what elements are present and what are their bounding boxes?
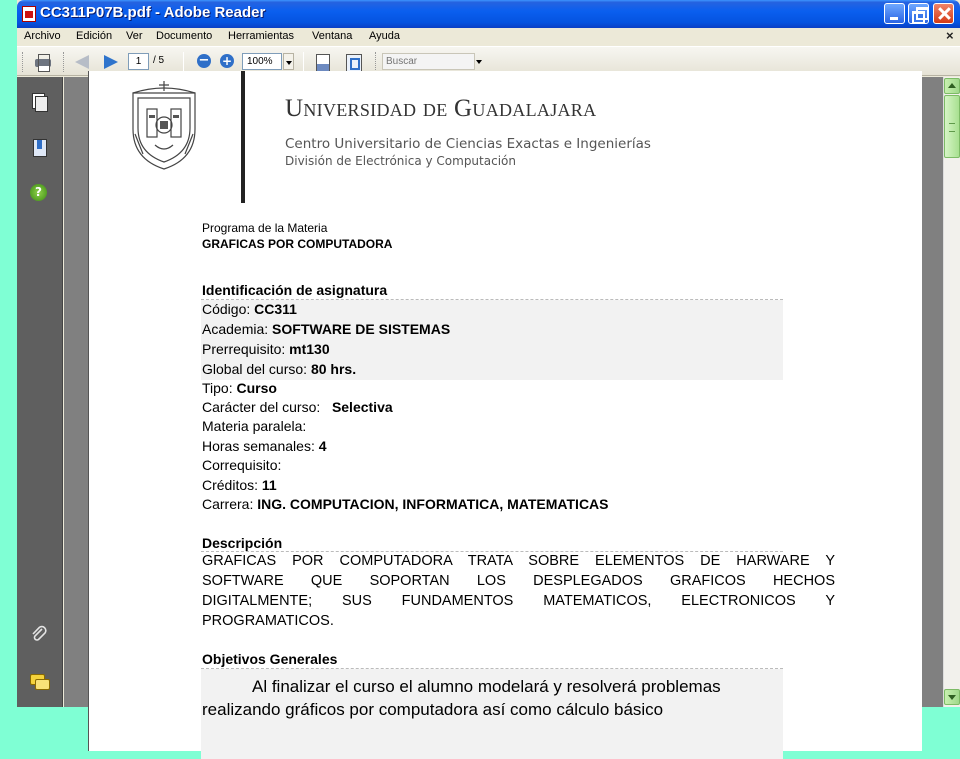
program-label: Programa de la Materia [202,221,328,235]
scroll-up-icon[interactable] [944,78,960,94]
window-title: CC311P07B.pdf - Adobe Reader [40,4,266,21]
field-academia: Academia: SOFTWARE DE SISTEMAS [202,321,451,337]
search-input[interactable] [382,53,475,70]
fit-width-icon[interactable] [313,52,333,72]
objectives-heading: Objetivos Generales [202,651,338,667]
fit-page-icon[interactable] [344,52,364,72]
toolbar-separator [183,52,184,72]
close-button[interactable] [933,3,954,24]
field-tipo: Tipo: Curso [202,380,277,396]
scroll-thumb[interactable] [944,95,960,158]
pdf-file-icon [22,6,36,22]
field-correquisito: Correquisito: [202,457,282,473]
pages-icon[interactable] [30,93,48,111]
identification-heading: Identificación de asignatura [202,282,388,298]
zoom-level-input[interactable]: 100% [242,53,282,70]
search-dropdown-icon[interactable] [474,53,485,70]
title-bar[interactable] [17,0,960,28]
document-viewport[interactable] [64,77,943,719]
zoom-out-icon[interactable] [195,52,215,72]
university-seal-logo [125,79,203,171]
course-title: GRAFICAS POR COMPUTADORA [202,237,393,251]
restore-button[interactable] [908,3,929,24]
menu-archivo[interactable]: Archivo [24,30,61,42]
description-heading: Descripción [202,535,283,551]
bookmarks-icon[interactable] [30,139,48,157]
description-text: GRAFICAS POR COMPUTADORA TRATA SOBRE ELEMENTOS DE HARWARE Y SOFTWARE QUE SOPORTAN LOS DESPLEGADOS GRAFICOS HECHOS DIGITALMENTE; SUS FUNDAMENTOS MATEMATICOS, ELECTRONICOS Y PROGRAMATICOS. [202,553,835,629]
division-name: División de Electrónica y Computación [285,154,516,168]
menu-documento[interactable]: Documento [156,30,213,42]
field-caracter: Carácter del curso: Selectiva [202,399,393,415]
scroll-down-icon[interactable] [944,689,960,705]
help-icon[interactable] [30,184,48,202]
objectives-text: Al finalizar el curso el alumno modelará y resolverá problemas [252,677,721,696]
print-icon[interactable] [33,52,53,72]
menu-herramientas[interactable]: Herramientas [228,30,295,42]
menu-bar [17,28,960,46]
previous-page-icon[interactable] [73,52,93,72]
field-horas: Horas semanales: 4 [202,438,327,454]
toolbar-grip[interactable] [22,52,25,72]
minimize-button[interactable] [884,3,905,24]
vertical-scrollbar[interactable] [943,77,960,707]
menu-ventana[interactable]: Ventana [312,30,353,42]
objectives-text-continued: realizando gráficos por computadora así como cálculo básico [202,700,664,719]
field-creditos: Créditos: 11 [202,477,277,493]
next-page-icon[interactable] [101,52,121,72]
page-number-input[interactable] [128,53,149,70]
menu-edicion[interactable]: Edición [76,30,113,42]
page-total: / 5 [153,55,165,66]
document-close-icon[interactable]: × [946,28,954,43]
menu-ver[interactable]: Ver [126,30,143,42]
pdf-page [88,71,922,751]
header-divider [241,71,245,203]
field-materia-paralela: Materia paralela: [202,418,307,434]
toolbar-grip[interactable] [375,52,378,72]
adobe-reader-window [17,0,960,719]
zoom-in-icon[interactable] [218,52,238,72]
field-prerrequisito: Prerrequisito: mt130 [202,341,330,357]
toolbar-grip[interactable] [63,52,66,72]
centro-name: Centro Universitario de Ciencias Exactas e Ingenierías [285,136,651,152]
toolbar-separator [303,52,304,72]
menu-ayuda[interactable]: Ayuda [369,30,400,42]
university-name: Universidad de Guadalajara [285,95,597,122]
zoom-dropdown-icon[interactable] [283,53,294,70]
attachments-icon[interactable] [30,625,48,643]
field-global: Global del curso: 80 hrs. [202,361,357,377]
navigation-panel [17,77,63,707]
comments-icon[interactable] [30,673,48,691]
field-carrera: Carrera: ING. COMPUTACION, INFORMATICA, MATEMATICAS [202,496,609,512]
field-codigo: Código: CC311 [202,301,297,317]
